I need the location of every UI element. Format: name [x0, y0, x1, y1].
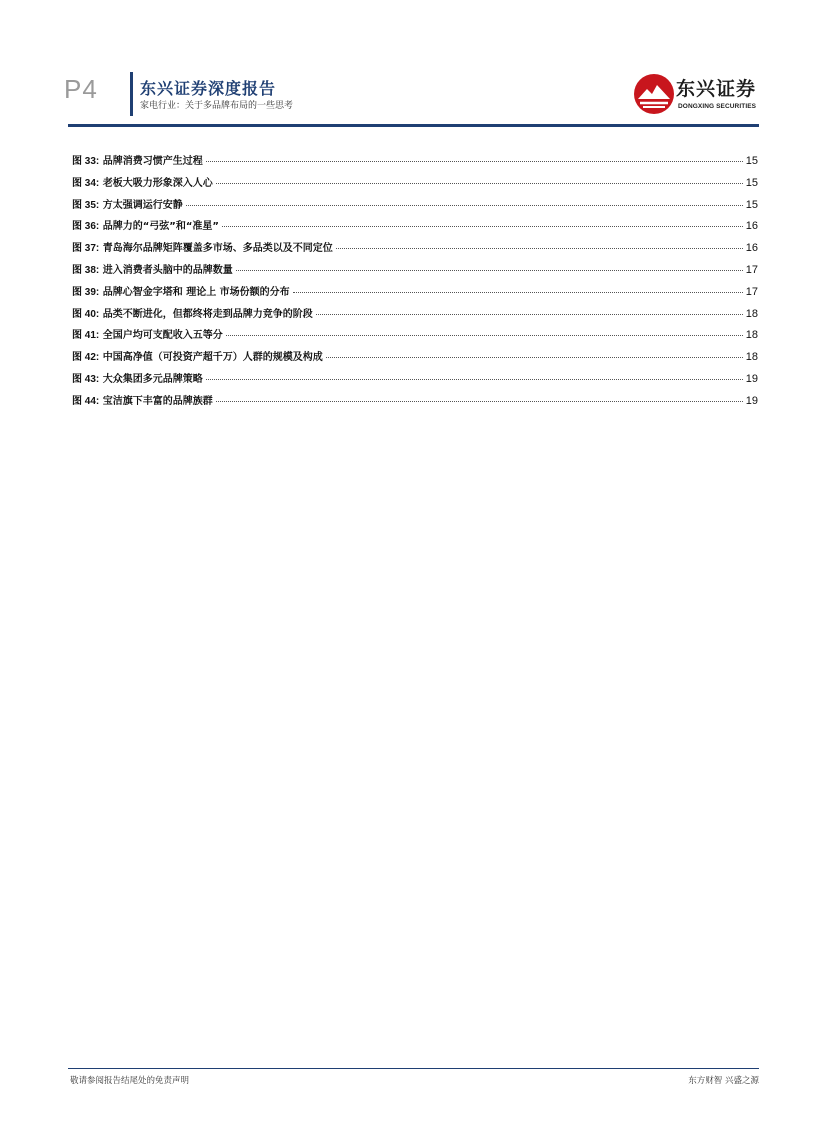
- figure-title: 品类不断进化，但都终将走到品牌力竞争的阶段: [102, 308, 313, 320]
- header-divider: [130, 72, 133, 116]
- toc-entry-label: [72, 239, 333, 254]
- figure-number: 图 44:: [72, 395, 100, 407]
- dot-leader: [236, 270, 743, 271]
- dot-leader: [216, 183, 743, 184]
- toc-entry[interactable]: [72, 196, 758, 218]
- figure-number: 图 38:: [72, 264, 100, 276]
- footer-slogan: 东方财智 兴盛之源: [688, 1076, 759, 1086]
- figure-number: 图 41:: [72, 330, 100, 342]
- dot-leader: [336, 248, 743, 249]
- toc-entry[interactable]: [72, 261, 758, 283]
- page-ref: 16: [745, 220, 758, 233]
- page-ref: 19: [745, 372, 758, 385]
- toc-entry-label: [72, 283, 290, 298]
- figure-title: 品牌力的“弓弦”和“准星”: [102, 221, 220, 233]
- figure-title: 大众集团多元品牌策略: [102, 373, 203, 385]
- figure-title: 宝洁旗下丰富的品牌族群: [102, 395, 213, 407]
- toc-entry-label: [72, 392, 213, 407]
- figure-number: 图 36:: [72, 221, 100, 233]
- figure-title: 老板大吸力形象深入人心: [102, 177, 213, 189]
- figure-number: 图 35:: [72, 199, 100, 211]
- figure-number: 图 34:: [72, 177, 100, 189]
- logo-chinese-name: 东兴证券: [676, 78, 757, 100]
- figure-number: 图 42:: [72, 352, 100, 364]
- toc-entry-label: [72, 217, 219, 232]
- toc-entry[interactable]: [72, 283, 758, 305]
- toc-entry[interactable]: [72, 239, 758, 261]
- company-logo: [632, 72, 762, 116]
- toc-entry-label: [72, 174, 213, 189]
- page-ref: 15: [745, 155, 758, 167]
- figure-title: 方太强调运行安静: [102, 199, 183, 211]
- dot-leader: [222, 226, 743, 227]
- toc-entry[interactable]: [72, 370, 758, 392]
- dot-leader: [226, 335, 743, 336]
- toc-entry[interactable]: [72, 392, 758, 414]
- dot-leader: [326, 357, 743, 358]
- figure-title: 中国高净值（可投资产超千万）人群的规模及构成: [102, 352, 323, 364]
- toc-entry[interactable]: [72, 174, 758, 196]
- toc-entry-label: [72, 152, 203, 167]
- footer-rule: [68, 1068, 759, 1069]
- page-ref: 17: [745, 285, 758, 298]
- figure-number: 图 39:: [72, 286, 100, 298]
- page-ref: 18: [745, 351, 758, 364]
- figure-title: 青岛海尔品牌矩阵覆盖多市场、多品类以及不同定位: [102, 243, 333, 255]
- dot-leader: [316, 314, 743, 315]
- report-subtitle: 家电行业：关于多品牌布局的一些思考: [140, 101, 294, 111]
- report-title: 东兴证券深度报告: [140, 79, 277, 98]
- dot-leader: [206, 379, 743, 380]
- page-ref: 18: [745, 307, 758, 320]
- disclaimer-note: 敬请参阅报告结尾处的免责声明: [70, 1076, 190, 1086]
- toc-entry-label: [72, 348, 323, 363]
- logo-english-name: DONGXING SECURITIES: [678, 103, 757, 110]
- toc-entry[interactable]: [72, 305, 758, 327]
- figure-number: 图 43:: [72, 373, 100, 385]
- dot-leader: [216, 401, 743, 402]
- toc-entry[interactable]: [72, 348, 758, 370]
- toc-entry-label: [72, 326, 223, 341]
- figure-number: 图 37:: [72, 243, 100, 255]
- dongxing-logo-icon: [632, 72, 676, 116]
- header-rule: [68, 124, 759, 127]
- dot-leader: [206, 161, 743, 162]
- page-ref: 18: [745, 329, 758, 342]
- toc-entry-label: [72, 305, 313, 320]
- figure-number: 图 40:: [72, 308, 100, 320]
- toc-entry-label: [72, 196, 183, 211]
- figure-title: 全国户均可支配收入五等分: [102, 330, 223, 342]
- figure-title: 品牌心智金字塔和 理论上 市场份额的分布: [102, 286, 290, 298]
- dot-leader: [293, 292, 743, 293]
- figure-title: 品牌消费习惯产生过程: [102, 156, 203, 167]
- figure-number: 图 33:: [72, 156, 100, 167]
- page-ref: 15: [745, 176, 758, 189]
- dot-leader: [186, 205, 743, 206]
- page-ref: 19: [745, 394, 758, 407]
- toc-entry[interactable]: [72, 326, 758, 348]
- page-number: P4: [64, 74, 98, 104]
- page-ref: 16: [745, 242, 758, 255]
- figure-list: [72, 152, 758, 414]
- page-ref: 15: [745, 198, 758, 211]
- page-ref: 17: [745, 263, 758, 276]
- toc-entry[interactable]: [72, 217, 758, 239]
- figure-title: 进入消费者头脑中的品牌数量: [102, 264, 233, 276]
- toc-entry-label: [72, 261, 233, 276]
- toc-entry[interactable]: [72, 152, 758, 174]
- toc-entry-label: [72, 370, 203, 385]
